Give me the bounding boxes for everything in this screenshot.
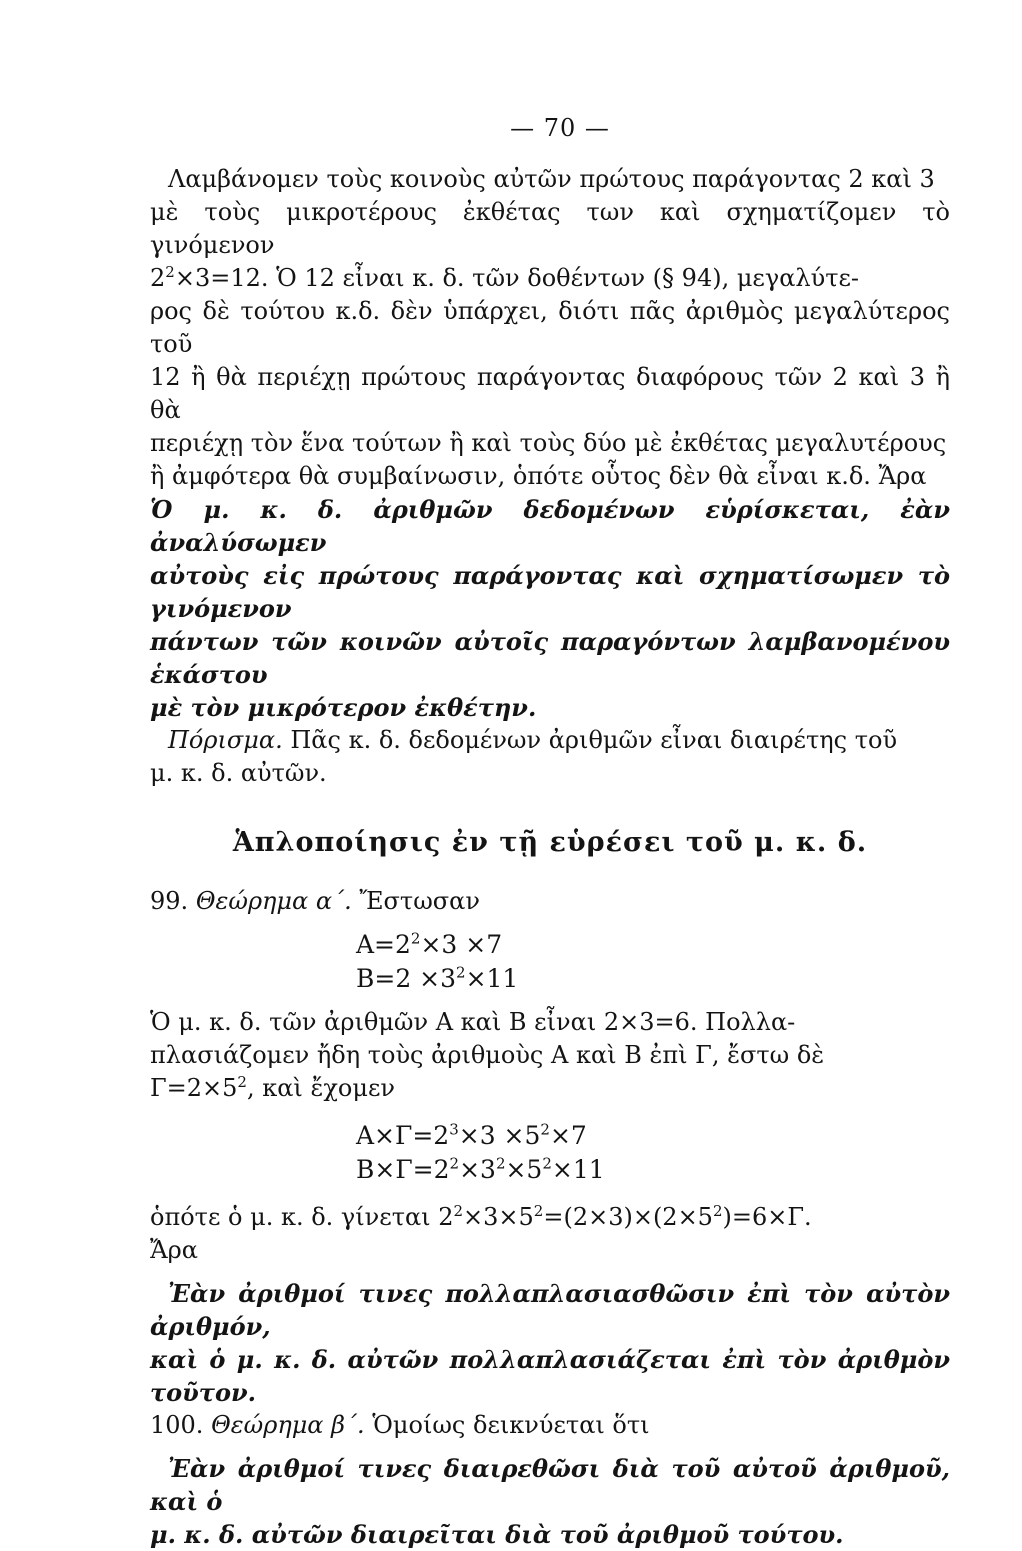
text-line: 12 ἢ θὰ περιέχῃ πρώτους παράγοντας διαφόρους τῶν 2 καὶ 3 ἢ θὰ: [150, 363, 950, 424]
text-line: ἢ ἀμφότερα θὰ συμβαίνωσιν, ὁπότε οὗτος δὲν θὰ εἶναι κ.δ. Ἄρα: [150, 462, 927, 490]
corollary-label: Πόρισμα.: [168, 726, 283, 754]
formula-b: $B=2 \times 3^2\times 11$: [356, 963, 519, 993]
text-line: ὁπότε ὁ μ. κ. δ. γίνεται $2^2\times 3\times 5^2=(2\times 3)\times(2\times 5^2)=6\times\Gamma$.: [150, 1202, 812, 1231]
text-line: μὲ τὸν μικρότερον ἐκθέτην.: [150, 693, 537, 722]
text-line: Ἐὰν ἀριθμοί τινες διαιρεθῶσι διὰ τοῦ αὐτοῦ ἀριθμοῦ, καὶ ὁ: [150, 1454, 950, 1516]
text-line: μ. κ. δ. αὐτῶν.: [150, 759, 327, 787]
page: [150, 112, 950, 1551]
text-line: Ἐὰν ἀριθμοί τινες πολλαπλασιασθῶσιν ἐπὶ τὸν αὐτὸν ἀριθμόν,: [150, 1279, 950, 1341]
page-number: — 70 —: [510, 114, 610, 142]
text-line: αὐτοὺς εἰς πρώτους παράγοντας καὶ σχηματίσωμεν τὸ γινόμενον: [150, 561, 950, 623]
text-line: $\Gamma=2\times 5^2$, καὶ ἔχομεν: [150, 1073, 395, 1102]
text-line: πλασιάζομεν ἤδη τοὺς ἀριθμοὺς A καὶ B ἐπὶ Γ, ἔστω δὲ: [150, 1041, 825, 1069]
formula-a: $A=2^2\times 3 \times 7$: [356, 929, 503, 959]
theorem-title: 100. Θεώρημα β΄. Ὁμοίως δεικνύεται ὅτι: [150, 1411, 650, 1439]
text-line: Ἄρα: [150, 1236, 198, 1264]
text-line: μὲ τοὺς μικροτέρους ἐκθέτας των καὶ σχηματίζομεν τὸ γινόμενον: [150, 198, 950, 259]
formula-bg: $B\times\Gamma=2^2\times 3^2\times 5^2\times 11$: [356, 1154, 605, 1184]
text-line: μ. κ. δ. αὐτῶν διαιρεῖται διὰ τοῦ ἀριθμοῦ τούτου.: [150, 1520, 844, 1549]
section-heading: Ἁπλοποίησις ἐν τῇ εὑρέσει τοῦ μ. κ. δ.: [232, 827, 868, 858]
theorem-100: [150, 1409, 950, 1551]
rule-statement: [150, 493, 950, 724]
corollary: [150, 724, 950, 790]
text-line: $2^2\times 3=12$. Ὁ 12 εἶναι κ. δ. τῶν δοθέντων (§ 94), μεγαλύτε-: [150, 263, 860, 292]
formula-ag: $A\times\Gamma=2^3\times 3 \times 5^2\times 7$: [356, 1120, 587, 1150]
text-line: καὶ ὁ μ. κ. δ. αὐτῶν πολλαπλασιάζεται ἐπὶ τὸν ἀριθμὸν τοῦτον.: [150, 1345, 950, 1407]
text-line: ρος δὲ τούτου κ.δ. δὲν ὑπάρχει, διότι πᾶς ἀριθμὸς μεγαλύτερος τοῦ: [150, 297, 950, 358]
intro-paragraph: [150, 163, 950, 493]
theorem-title: 99. Θεώρημα α΄. Ἔστωσαν: [150, 887, 480, 915]
text-line: Πόρισμα. Πᾶς κ. δ. δεδομένων ἀριθμῶν εἶναι διαιρέτης τοῦ: [168, 726, 898, 754]
text-line: Ὁ μ. κ. δ. ἀριθμῶν δεδομένων εὑρίσκεται, ἐὰν ἀναλύσωμεν: [150, 495, 950, 557]
text-line: Λαμβάνομεν τοὺς κοινοὺς αὐτῶν πρώτους παράγοντας 2 καὶ 3: [168, 165, 935, 193]
text-line: Ὁ μ. κ. δ. τῶν ἀριθμῶν A καὶ B εἶναι 2×3=6. Πολλα-: [150, 1008, 796, 1036]
theorem-99: [150, 885, 950, 1409]
text-line: περιέχῃ τὸν ἕνα τούτων ἢ καὶ τοὺς δύο μὲ ἐκθέτας μεγαλυτέρους: [150, 429, 947, 457]
text-line: πάντων τῶν κοινῶν αὐτοῖς παραγόντων λαμβανομένου ἑκάστου: [150, 627, 950, 689]
